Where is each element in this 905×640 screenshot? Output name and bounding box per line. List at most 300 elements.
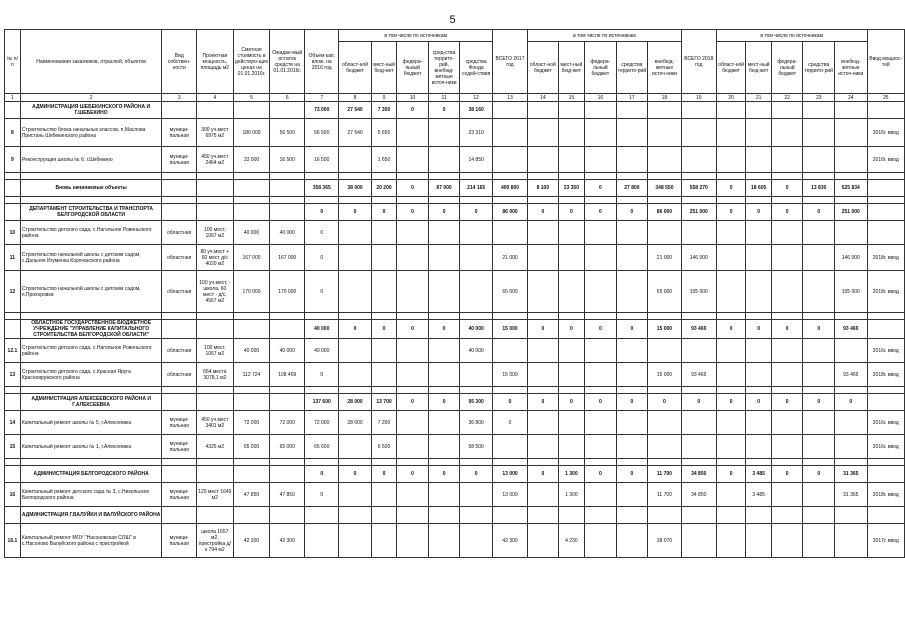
value-cell: 72 000	[233, 411, 270, 435]
spacer-row	[5, 197, 905, 204]
value-cell: 0	[528, 466, 559, 483]
value-cell: школа 1657 м2, пристройка д/к 794 м2	[197, 524, 234, 558]
value-cell: 42 300	[270, 524, 305, 558]
value-cell: 0	[648, 394, 681, 411]
value-cell	[585, 507, 617, 524]
value-cell	[162, 394, 197, 411]
row-number-cell	[5, 180, 21, 197]
value-cell: 95 300	[460, 394, 493, 411]
value-cell: 28 000	[339, 394, 371, 411]
value-cell: 42 300	[492, 524, 527, 558]
header-col-23: средства террито-рий	[803, 42, 835, 94]
value-cell	[616, 119, 648, 147]
table-row	[5, 363, 905, 387]
spacer-row	[5, 459, 905, 466]
value-cell: 0	[585, 180, 617, 197]
value-cell	[746, 119, 772, 147]
value-cell	[492, 387, 527, 394]
value-cell: муници-пальная	[162, 119, 197, 147]
value-cell: 251 000	[681, 204, 716, 221]
value-cell	[371, 459, 397, 466]
value-cell: 180 000	[233, 119, 270, 147]
table-row	[5, 411, 905, 435]
column-number: 7	[305, 94, 339, 102]
value-cell	[681, 102, 716, 119]
value-cell	[616, 313, 648, 320]
value-cell	[371, 245, 397, 271]
column-number: 3	[162, 94, 197, 102]
value-cell	[648, 411, 681, 435]
header-col-14: област-ной бюджет	[528, 42, 559, 94]
value-cell: 36 800	[460, 411, 493, 435]
value-cell	[233, 387, 270, 394]
value-cell: 0	[616, 394, 648, 411]
value-cell	[648, 313, 681, 320]
value-cell: 0	[339, 204, 371, 221]
value-cell	[835, 339, 867, 363]
value-cell	[716, 271, 746, 313]
value-cell	[616, 411, 648, 435]
value-cell: 93 469	[835, 363, 867, 387]
value-cell	[771, 339, 803, 363]
value-cell	[835, 119, 867, 147]
value-cell: 80 уч.мест + 60 мест д/с 4020 м2	[197, 245, 234, 271]
value-cell	[428, 147, 460, 173]
header-col-16: федера-льный бюджет	[585, 42, 617, 94]
header-col-21: мест-ный бюд-жет	[746, 42, 772, 94]
object-name-cell: Строительство начальной школы с детским садом, с.Дальняя Игуменка Корочанского района	[20, 245, 162, 271]
value-cell: 167 000	[233, 245, 270, 271]
header-col-22: федера-льный бюджет	[771, 42, 803, 94]
value-cell	[803, 524, 835, 558]
value-cell: 40 000	[270, 221, 305, 245]
value-cell	[528, 411, 559, 435]
row-number-cell	[5, 204, 21, 221]
value-cell	[803, 147, 835, 173]
column-number: 18	[648, 94, 681, 102]
value-cell	[528, 524, 559, 558]
value-cell	[305, 507, 339, 524]
spacer-row	[5, 313, 905, 320]
value-cell: 0	[716, 320, 746, 339]
value-cell	[585, 197, 617, 204]
column-number: 15	[558, 94, 584, 102]
header-col-20: област-ной бюджет	[716, 42, 746, 94]
value-cell	[803, 459, 835, 466]
value-cell	[835, 313, 867, 320]
value-cell	[867, 180, 904, 197]
value-cell	[492, 102, 527, 119]
spacer-row	[5, 387, 905, 394]
value-cell: 0	[397, 204, 429, 221]
value-cell	[371, 363, 397, 387]
value-cell: 0	[771, 180, 803, 197]
value-cell	[716, 197, 746, 204]
row-number-cell: 10	[5, 221, 21, 245]
value-cell: 40 000	[460, 320, 493, 339]
header-col-24: внебюд-жетные источ-ники	[835, 42, 867, 94]
value-cell	[270, 197, 305, 204]
value-cell: 0	[397, 466, 429, 483]
value-cell: 0	[528, 204, 559, 221]
value-cell	[716, 313, 746, 320]
header-col-6: Ожидае-мый остаток средств на 01.01.2016г.	[270, 30, 305, 94]
value-cell	[585, 147, 617, 173]
value-cell	[803, 102, 835, 119]
value-cell	[585, 313, 617, 320]
value-cell: 558 270	[681, 180, 716, 197]
value-cell	[460, 363, 493, 387]
value-cell	[270, 459, 305, 466]
value-cell	[339, 483, 371, 507]
value-cell	[528, 435, 559, 459]
value-cell: 214 165	[460, 180, 493, 197]
value-cell	[492, 197, 527, 204]
value-cell	[558, 197, 584, 204]
value-cell: 2016г. ввод	[867, 119, 904, 147]
value-cell	[585, 102, 617, 119]
value-cell	[528, 197, 559, 204]
value-cell: 100 уч.мест, - школа, 60 мест - д/с, 4567 м2	[197, 271, 234, 313]
value-cell: 27 800	[616, 180, 648, 197]
column-number: 13	[492, 94, 527, 102]
value-cell	[681, 147, 716, 173]
column-number: 19	[681, 94, 716, 102]
value-cell: 0	[397, 394, 429, 411]
value-cell: 27 540	[339, 102, 371, 119]
value-cell: 0	[305, 466, 339, 483]
table-row	[5, 245, 905, 271]
value-cell	[648, 387, 681, 394]
value-cell	[397, 147, 429, 173]
value-cell	[397, 483, 429, 507]
value-cell	[681, 507, 716, 524]
value-cell	[162, 102, 197, 119]
value-cell	[746, 245, 772, 271]
value-cell: 0	[746, 394, 772, 411]
object-name-cell	[20, 197, 162, 204]
value-cell	[771, 221, 803, 245]
value-cell	[585, 173, 617, 180]
header-col-17: средства террито-рий	[616, 42, 648, 94]
value-cell	[558, 339, 584, 363]
value-cell: областная	[162, 245, 197, 271]
value-cell: муници-пальная	[162, 435, 197, 459]
value-cell	[397, 524, 429, 558]
value-cell	[681, 119, 716, 147]
value-cell	[233, 320, 270, 339]
column-number: 21	[746, 94, 772, 102]
value-cell: 58 500	[460, 435, 493, 459]
value-cell	[867, 387, 904, 394]
value-cell: 1 300	[558, 483, 584, 507]
value-cell: 16 500	[270, 147, 305, 173]
value-cell: 65 000	[648, 271, 681, 313]
value-cell	[585, 387, 617, 394]
value-cell: 1 300	[558, 466, 584, 483]
value-cell	[492, 173, 527, 180]
value-cell: 38 000	[339, 180, 371, 197]
value-cell: муници-пальная	[162, 483, 197, 507]
value-cell	[585, 459, 617, 466]
value-cell	[339, 524, 371, 558]
value-cell	[233, 313, 270, 320]
value-cell: 72 000	[270, 411, 305, 435]
section-row	[5, 507, 905, 524]
section-row	[5, 466, 905, 483]
value-cell	[339, 313, 371, 320]
value-cell: 13 000	[492, 483, 527, 507]
value-cell: 8 100	[528, 180, 559, 197]
value-cell	[270, 173, 305, 180]
row-number-cell	[5, 102, 21, 119]
value-cell	[716, 363, 746, 387]
table-row	[5, 119, 905, 147]
row-number-cell: 13	[5, 363, 21, 387]
column-number: 20	[716, 94, 746, 102]
value-cell	[803, 435, 835, 459]
value-cell: 450 уч.мест 3401 м2	[197, 411, 234, 435]
value-cell	[835, 411, 867, 435]
value-cell	[162, 173, 197, 180]
value-cell: 33 000	[233, 147, 270, 173]
value-cell: 0	[716, 180, 746, 197]
value-cell	[233, 459, 270, 466]
value-cell: 0	[428, 394, 460, 411]
value-cell	[397, 119, 429, 147]
value-cell	[197, 507, 234, 524]
value-cell	[558, 507, 584, 524]
value-cell	[771, 147, 803, 173]
value-cell: 0	[716, 204, 746, 221]
value-cell	[803, 339, 835, 363]
column-number: 4	[197, 94, 234, 102]
value-cell	[428, 435, 460, 459]
value-cell	[270, 102, 305, 119]
value-cell	[428, 271, 460, 313]
header-group-row	[5, 30, 905, 42]
value-cell	[803, 173, 835, 180]
value-cell	[835, 387, 867, 394]
column-number: 16	[585, 94, 617, 102]
value-cell	[397, 507, 429, 524]
value-cell	[305, 459, 339, 466]
value-cell	[867, 313, 904, 320]
value-cell: 0	[803, 204, 835, 221]
value-cell: 0	[585, 204, 617, 221]
value-cell	[233, 180, 270, 197]
value-cell	[492, 435, 527, 459]
value-cell: 23 310	[460, 119, 493, 147]
value-cell	[428, 245, 460, 271]
value-cell	[397, 313, 429, 320]
value-cell	[867, 221, 904, 245]
value-cell	[528, 221, 559, 245]
value-cell	[746, 507, 772, 524]
value-cell: 167 000	[270, 245, 305, 271]
value-cell	[428, 507, 460, 524]
value-cell: 0	[716, 466, 746, 483]
value-cell	[162, 313, 197, 320]
value-cell: 0	[371, 204, 397, 221]
value-cell	[616, 197, 648, 204]
header-col-5: Сметная стоимость в действую-щих ценах на 01.01.2016г.	[233, 30, 270, 94]
value-cell	[803, 363, 835, 387]
value-cell	[460, 197, 493, 204]
value-cell	[558, 411, 584, 435]
value-cell	[270, 320, 305, 339]
value-cell	[771, 363, 803, 387]
value-cell	[197, 313, 234, 320]
value-cell: 170 000	[233, 271, 270, 313]
table-row	[5, 221, 905, 245]
object-name-cell: АДМИНИСТРАЦИЯ ШЕБЕКИНСКОГО РАЙОНА И Г.ШЕБЕКИНО	[20, 102, 162, 119]
value-cell	[746, 147, 772, 173]
value-cell	[803, 221, 835, 245]
value-cell	[835, 173, 867, 180]
header-col-9: мест-ный бюд-жет	[371, 42, 397, 94]
value-cell	[681, 313, 716, 320]
value-cell	[397, 197, 429, 204]
value-cell	[648, 147, 681, 173]
value-cell: 16 500	[305, 147, 339, 173]
value-cell: 0	[305, 221, 339, 245]
value-cell: 137 600	[305, 394, 339, 411]
section-row	[5, 320, 905, 339]
value-cell	[339, 221, 371, 245]
row-number-cell	[5, 387, 21, 394]
object-name-cell: Капитальный ремонт школы № 1, г.Алексеевка	[20, 435, 162, 459]
value-cell: 65 000	[270, 435, 305, 459]
value-cell: 0	[585, 466, 617, 483]
investment-program-table	[4, 29, 905, 558]
value-cell	[558, 435, 584, 459]
value-cell	[558, 459, 584, 466]
value-cell: 0	[305, 245, 339, 271]
value-cell	[771, 411, 803, 435]
value-cell	[528, 363, 559, 387]
column-number: 22	[771, 94, 803, 102]
value-cell	[339, 173, 371, 180]
value-cell: 15 000	[648, 320, 681, 339]
value-cell: 93 469	[681, 320, 716, 339]
value-cell: 0	[339, 466, 371, 483]
value-cell: 40 000	[270, 339, 305, 363]
value-cell	[616, 524, 648, 558]
value-cell	[305, 197, 339, 204]
value-cell: 105 000	[681, 271, 716, 313]
value-cell	[460, 483, 493, 507]
value-cell: 56 500	[270, 119, 305, 147]
header-col-1: № п/п	[5, 30, 21, 94]
value-cell	[492, 507, 527, 524]
value-cell	[585, 483, 617, 507]
value-cell	[428, 339, 460, 363]
value-cell	[648, 221, 681, 245]
value-cell: 15 000	[492, 363, 527, 387]
object-name-cell: АДМИНИСТРАЦИЯ Г.ВАЛУЙКИ И ВАЛУЙСКОГО РАЙОНА	[20, 507, 162, 524]
value-cell	[492, 459, 527, 466]
value-cell: 11 700	[648, 483, 681, 507]
value-cell	[867, 173, 904, 180]
table-row	[5, 147, 905, 173]
header-col-13: ВСЕГО 2017 год	[492, 30, 527, 94]
value-cell: 0	[558, 394, 584, 411]
value-cell	[339, 147, 371, 173]
value-cell	[339, 435, 371, 459]
value-cell: 146 000	[835, 245, 867, 271]
value-cell	[371, 524, 397, 558]
row-number-cell: 9	[5, 147, 21, 173]
value-cell: 27 540	[339, 119, 371, 147]
value-cell	[528, 271, 559, 313]
value-cell	[428, 524, 460, 558]
value-cell	[197, 387, 234, 394]
row-number-cell	[5, 173, 21, 180]
value-cell	[339, 363, 371, 387]
value-cell	[681, 221, 716, 245]
value-cell	[397, 245, 429, 271]
row-number-cell: 16.1	[5, 524, 21, 558]
object-name-cell: Строительство детского сада, с.Нагольное Ровеньского района	[20, 339, 162, 363]
table-row	[5, 435, 905, 459]
value-cell: 47 850	[270, 483, 305, 507]
value-cell	[233, 102, 270, 119]
value-cell: 170 000	[270, 271, 305, 313]
value-cell	[460, 387, 493, 394]
value-cell	[339, 271, 371, 313]
value-cell	[803, 119, 835, 147]
value-cell	[233, 507, 270, 524]
value-cell	[648, 435, 681, 459]
value-cell	[746, 102, 772, 119]
value-cell: 18 605	[746, 180, 772, 197]
value-cell	[558, 271, 584, 313]
value-cell	[746, 435, 772, 459]
value-cell: 0	[305, 483, 339, 507]
value-cell: 93 469	[835, 320, 867, 339]
value-cell	[197, 180, 234, 197]
value-cell: 34 850	[681, 483, 716, 507]
value-cell	[270, 394, 305, 411]
value-cell: 14 850	[460, 147, 493, 173]
column-number: 6	[270, 94, 305, 102]
value-cell	[197, 394, 234, 411]
value-cell: 146 000	[681, 245, 716, 271]
value-cell	[270, 387, 305, 394]
object-name-cell: Строительство детского сада, с.Красная Яруга Краснояружского района	[20, 363, 162, 387]
value-cell	[371, 507, 397, 524]
value-cell	[162, 180, 197, 197]
value-cell	[771, 524, 803, 558]
value-cell: 2018г. ввод	[867, 483, 904, 507]
column-number: 9	[371, 94, 397, 102]
value-cell	[616, 271, 648, 313]
value-cell	[460, 271, 493, 313]
value-cell	[162, 466, 197, 483]
value-cell	[397, 411, 429, 435]
value-cell	[428, 387, 460, 394]
value-cell	[585, 411, 617, 435]
value-cell: 21 000	[492, 245, 527, 271]
value-cell: 112 724	[233, 363, 270, 387]
value-cell: 73 000	[305, 102, 339, 119]
value-cell	[492, 221, 527, 245]
value-cell	[233, 173, 270, 180]
table-row	[5, 483, 905, 507]
value-cell	[746, 459, 772, 466]
value-cell: 2018г. ввод	[867, 271, 904, 313]
